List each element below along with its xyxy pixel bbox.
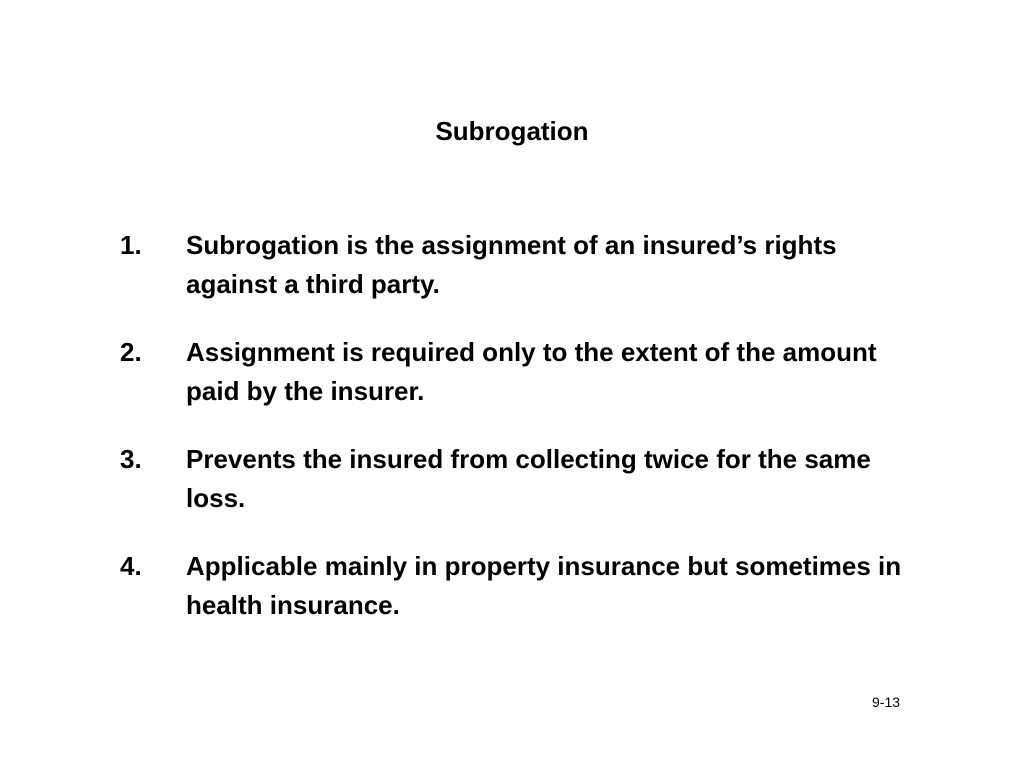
list-item — [120, 333, 920, 411]
point-number: 3. — [120, 444, 142, 474]
point-number: 4. — [120, 551, 142, 581]
slide-title: Subrogation — [435, 116, 589, 146]
point-text: Applicable mainly in property insurance but sometimes in health insurance. — [186, 551, 902, 620]
point-list — [120, 226, 920, 625]
point-number: 1. — [120, 230, 142, 260]
list-item — [120, 547, 920, 625]
point-number: 2. — [120, 337, 142, 367]
list-item — [120, 440, 920, 518]
page-number: 9-13 — [872, 694, 901, 710]
point-text: Prevents the insured from collecting twice for the same loss. — [186, 444, 871, 513]
point-text: Subrogation is the assignment of an insured’s rights against a third party. — [186, 230, 837, 299]
point-text: Assignment is required only to the extent of the amount paid by the insurer. — [186, 337, 877, 406]
list-item — [120, 226, 920, 304]
